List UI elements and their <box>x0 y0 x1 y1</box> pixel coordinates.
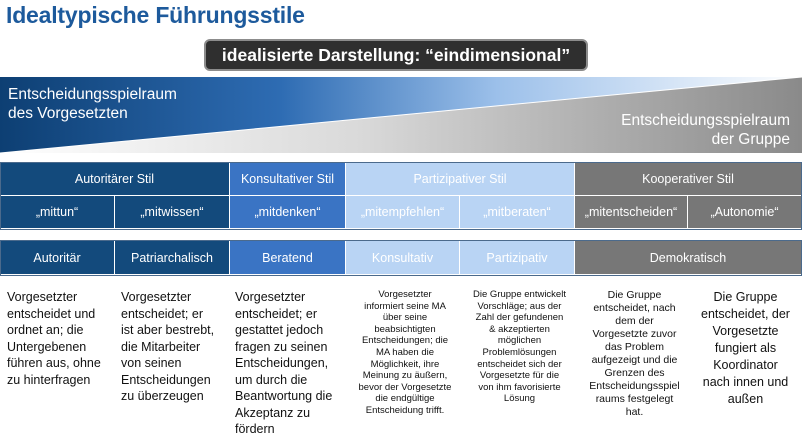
keyword-cell: „mitentscheiden“ <box>575 196 688 229</box>
style-partizipativ: Partizipativer Stil <box>346 163 575 196</box>
style-autoritaer: Autoritärer Stil <box>0 163 230 196</box>
keyword-cell: „mitdenken“ <box>230 196 346 229</box>
description-demokratisch-2: Die Gruppe entscheidet, der Vorgesetzte fungiert als Koordinator nach innen und außen <box>701 290 790 406</box>
type-cell: Demokratisch <box>575 241 802 275</box>
keyword-row <box>0 196 802 229</box>
description-partizipativ: Die Gruppe entwickelt Vorschläge; aus der Zahl der gefundenen & akzeptierten möglichen Problemlösungen entscheidet sich der Vorgesetzte für die von ihm favorisierte Lösung <box>473 289 566 405</box>
type-cell: Autoritär <box>0 241 115 275</box>
group-scope-label: Entscheidungsspielraum der Gruppe <box>621 112 790 148</box>
style-kooperativ: Kooperativer Stil <box>575 163 802 196</box>
keyword-cell: „mitempfehlen“ <box>346 196 460 229</box>
keyword-cell: „Autonomie“ <box>688 196 802 229</box>
keyword-cell: „mitberaten“ <box>460 196 575 229</box>
page-title: Idealtypische Führungsstile <box>6 2 305 28</box>
type-cell: Patriarchalisch <box>115 241 230 275</box>
description-demokratisch-1: Die Gruppe entscheidet, nach dem der Vorgesetzte zuvor das Problem aufgezeigt und die Grenzen des Entscheidungsspiel raums festgelegt hat. <box>589 289 680 418</box>
supervisor-scope-label: Entscheidungsspielraum des Vorgesetzten <box>8 86 177 122</box>
description-patriarchalisch: Vorgesetzter entscheidet; er ist aber bestrebt, die Mitarbeiter von seinen Entscheidungen zu überzeugen <box>121 290 215 403</box>
description-konsultativ: Vorgesetzter informiert seine MA über seine beabsichtigten Entscheidungen; die MA haben die Möglichkeit, ihre Meinung zu äußern, bevor der Vorgesetzte die endgültige Entscheidung trifft. <box>358 289 452 416</box>
type-cell: Konsultativ <box>346 241 460 275</box>
style-konsultativ: Konsultativer Stil <box>230 163 346 196</box>
description-beratend: Vorgesetzter entscheidet; er gestattet jedoch fragen zu seinen Entscheidungen, um durch die Beantwortung die Akzeptanz zu fördern <box>235 290 333 436</box>
type-cell: Partizipativ <box>460 241 575 275</box>
type-row <box>0 241 802 275</box>
keyword-cell: „mittun“ <box>0 196 115 229</box>
model-note-pill: idealisierte Darstellung: “eindimensional” <box>204 39 588 71</box>
description-autoritaer: Vorgesetzter entscheidet und ordnet an; die Untergebenen führen aus, ohne zu hinterfragen <box>7 290 101 387</box>
style-header-row <box>0 163 802 196</box>
type-cell: Beratend <box>230 241 346 275</box>
keyword-cell: „mitwissen“ <box>115 196 230 229</box>
